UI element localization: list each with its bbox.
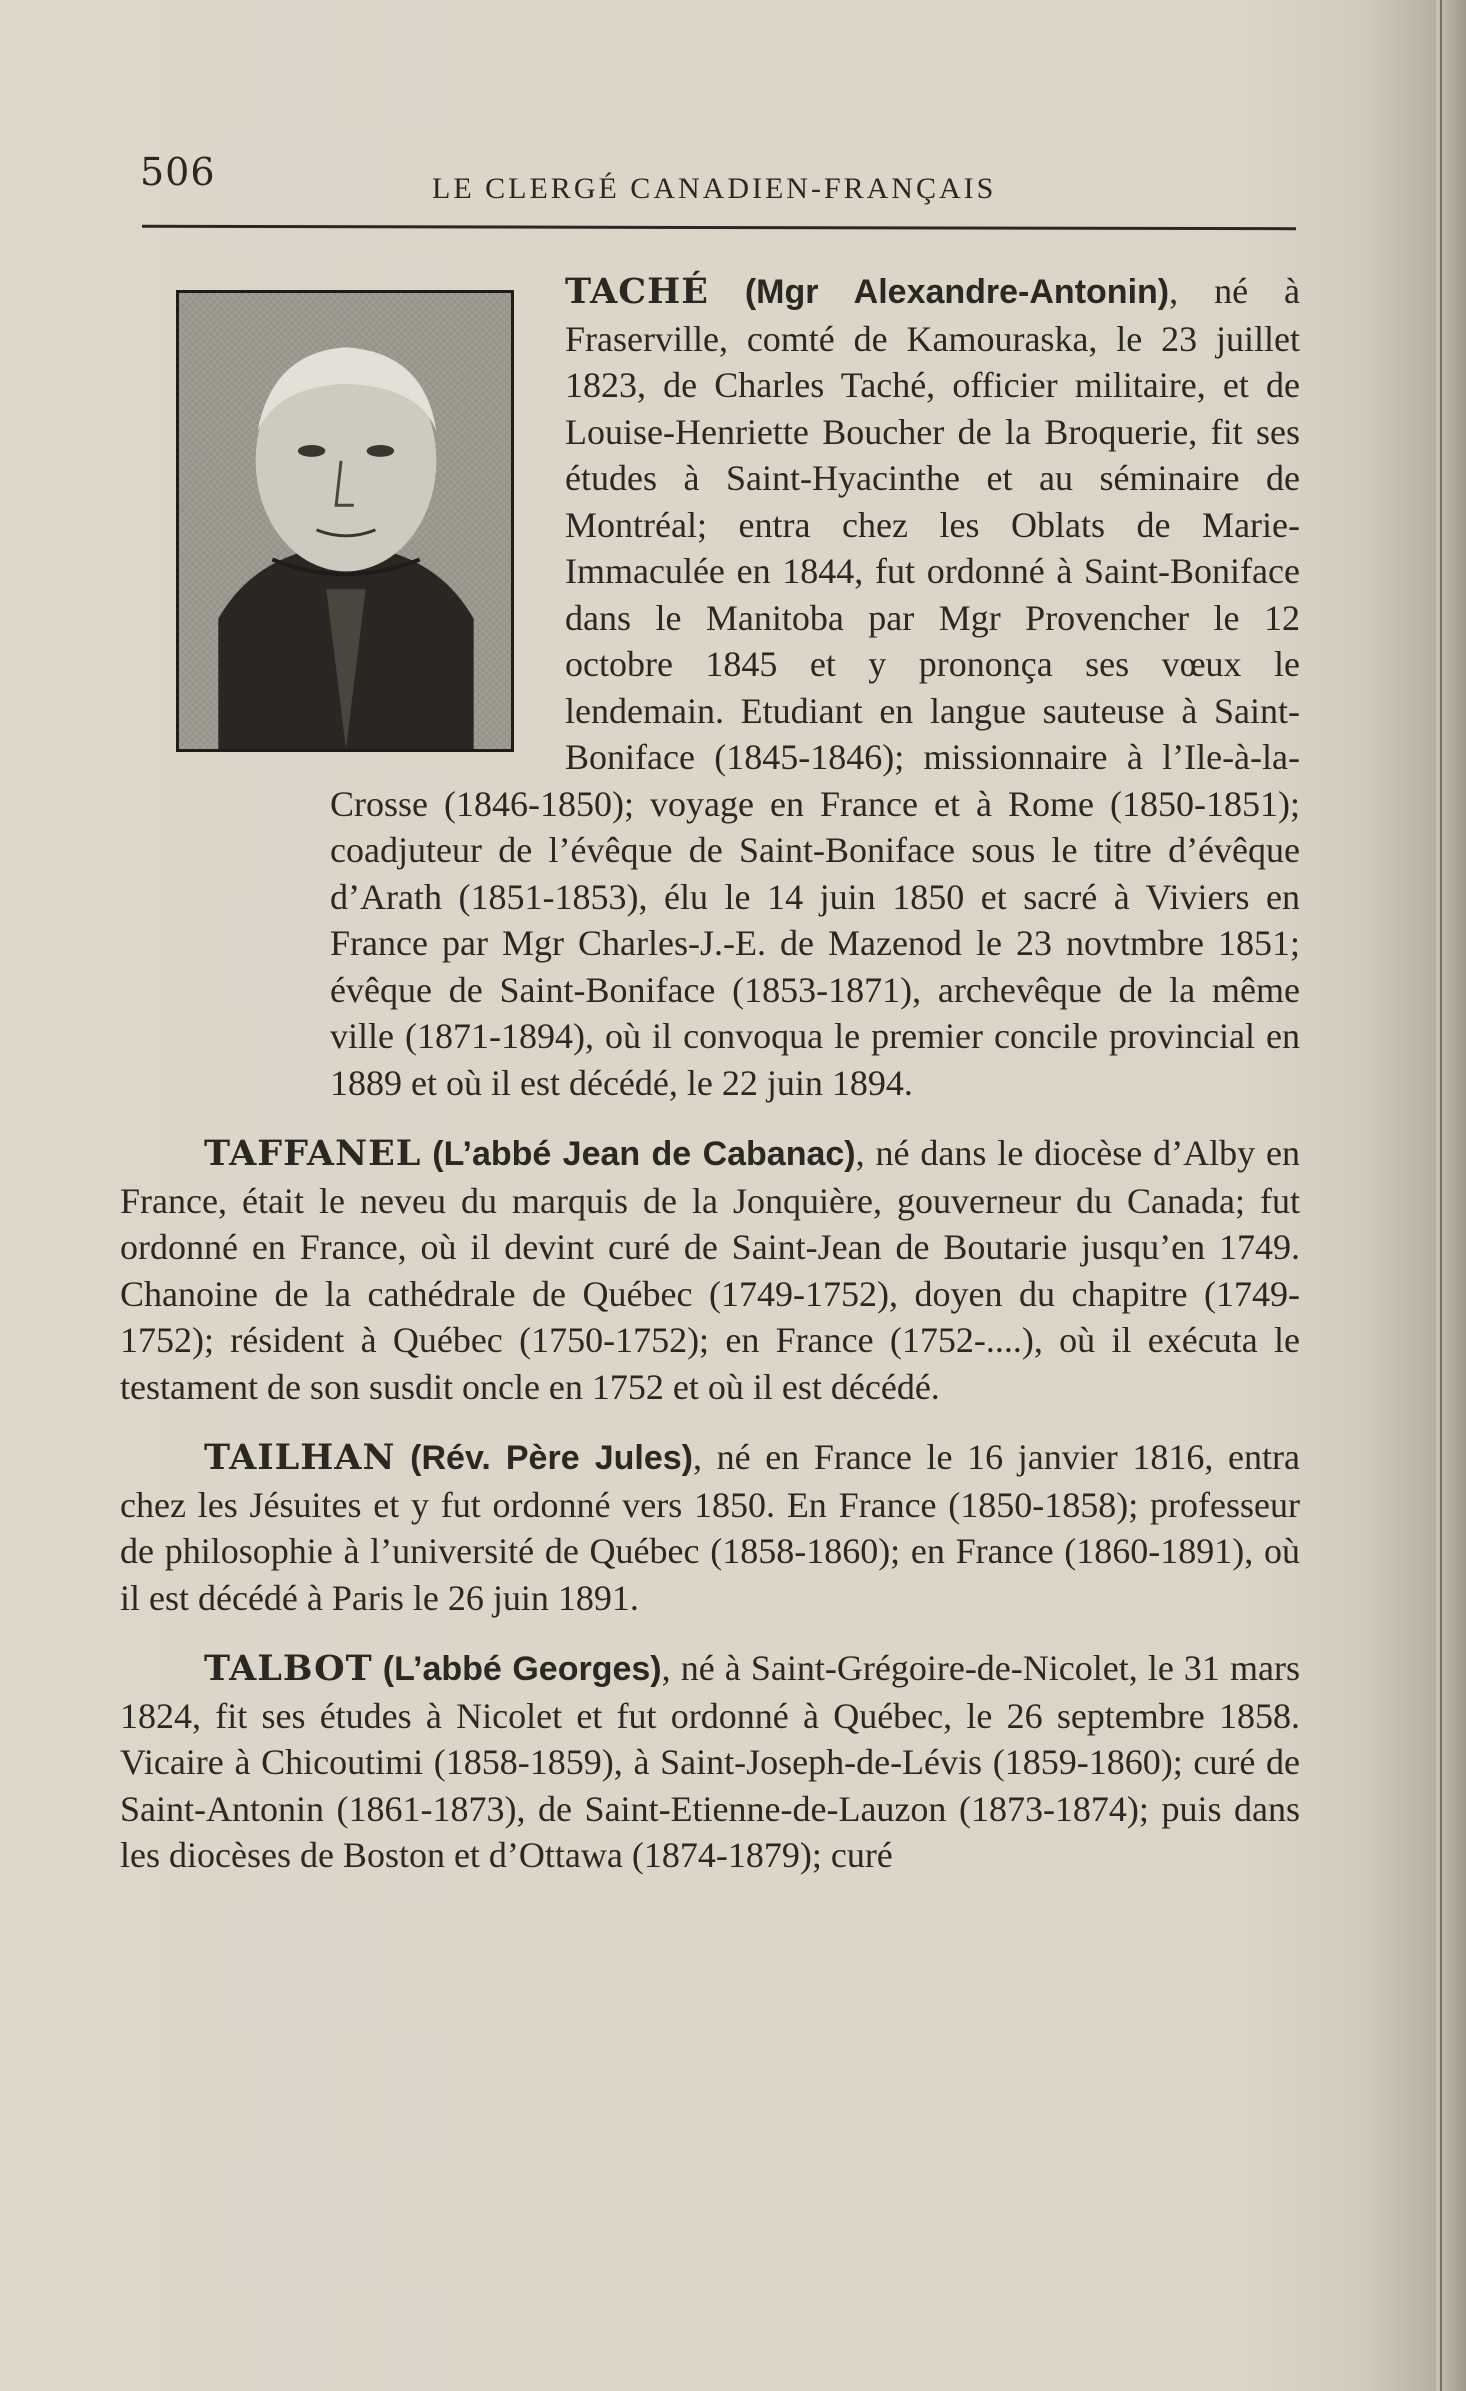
page-edge-line bbox=[1440, 0, 1442, 2391]
text-column bbox=[120, 268, 1300, 1879]
entry-title: (Rév. Père Jules) bbox=[410, 1439, 693, 1477]
entry-name: TACHÉ bbox=[565, 271, 709, 312]
entry-tailhan bbox=[120, 1434, 1300, 1621]
entry-text: , né à Fraserville, comté de Kamouraska, le 23 juillet 1823, de Charles Taché, officier militaire, et de Louise-Henriette Boucher de la Broquerie, fit ses études à Saint-Hyacinthe et au séminaire de Montréal; entra chez les Oblats de Marie-Immaculée en 1844, fut ordonné à Saint-Boniface dans le Manitoba par Mgr Provencher le 12 octobre 1845 et y prononça ses vœux le lendemain. Etudiant en langue sauteuse à Saint-Boniface (1845-1846); missionnaire à l’Ile-à-la-Crosse (1846-1850); voyage en France et à Rome (1850-1851); coadjuteur de l’évêque de Saint-Boniface sous le titre d’évêque d’Arath (1851-1853), élu le 14 juin 1850 et sacré à Viviers en France par Mgr Charles-J.-E. de Mazenod le 23 novtmbre 1851; évêque de Saint-Boniface (1853-1871), archevêque de la même ville (1871-1894), où il convoqua le premier concile provincial en 1889 et où il est décédé, le 22 juin 1894. bbox=[330, 271, 1300, 1103]
entry-name: TAFFANEL bbox=[204, 1133, 422, 1174]
entry-talbot bbox=[120, 1645, 1300, 1879]
entry-title: (L’abbé Jean de Cabanac) bbox=[432, 1135, 856, 1173]
entry-text: , né à Saint-Grégoire-de-Nicolet, le 31 mars 1824, fit ses études à Nicolet et fut ordonné à Québec, le 26 septembre 1858. Vicaire à Chicoutimi (1858-1859), à Saint-Joseph-de-Lévis (1859-1860); curé de Saint-Antonin (1861-1873), de Saint-Etienne-de-Lauzon (1873-1874); puis dans les diocèses de Boston et d’Ottawa (1874-1879); curé bbox=[120, 1648, 1301, 1875]
page-header bbox=[140, 150, 1300, 210]
portrait-spacer bbox=[120, 268, 565, 756]
running-head: LE CLERGÉ CANADIEN-FRANÇAIS bbox=[432, 172, 997, 205]
entry-name: TALBOT bbox=[204, 1648, 373, 1689]
entry-text: , né dans le diocèse d’Alby en France, était le neveu du marquis de la Jonquière, gouverneur du Canada; fut ordonné en France, où il devint curé de Saint-Jean de Boutarie jusqu’en 1749. Chanoine de la cathédrale de Québec (1749-1752), doyen du chapitre (1749-1752); résident à Québec (1750-1752); en France (1752-....), où il exécuta le testament de son susdit oncle en 1752 et où il est décédé. bbox=[120, 1133, 1300, 1407]
entry-taffanel bbox=[120, 1130, 1300, 1410]
entry-text: , né en France le 16 janvier 1816, entra chez les Jésuites et y fut ordonné vers 1850. En France (1850-1858); professeur de philosophie à l’université de Québec (1858-1860); en France (1860-1891), où il est décédé à Paris le 26 juin 1891. bbox=[120, 1437, 1300, 1618]
entry-title: (L’abbé Georges) bbox=[382, 1650, 662, 1688]
page-number: 506 bbox=[140, 150, 216, 194]
entry-name: TAILHAN bbox=[204, 1437, 396, 1478]
entry-title: (Mgr Alexandre-Antonin) bbox=[744, 273, 1170, 311]
